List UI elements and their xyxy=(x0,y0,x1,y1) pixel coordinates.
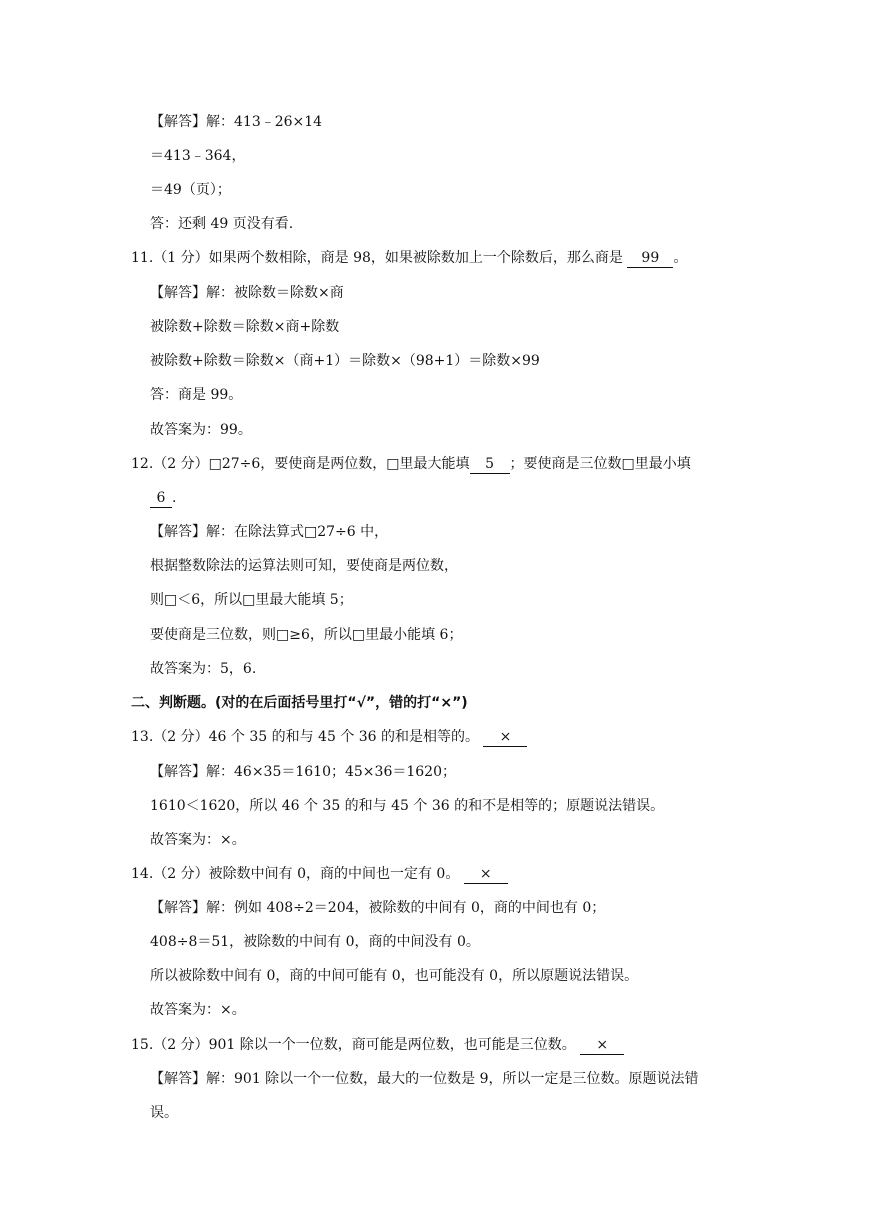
question-12 xyxy=(131,454,691,474)
answer-line: 【解答】解：413﹣26×14 xyxy=(150,114,323,130)
question-13 xyxy=(131,727,527,747)
answer-line: 【解答】解：例如 408÷2＝204，被除数的中间有 0，商的中间也有 0； xyxy=(150,900,606,916)
answer-blank: × xyxy=(483,728,527,747)
answer-line: 所以被除数中间有 0，商的中间可能有 0，也可能没有 0，所以原题说法错误。 xyxy=(150,968,639,984)
answer-line: 1610＜1620，所以 46 个 35 的和与 45 个 36 的和不是相等的；原题说法错误。 xyxy=(150,798,665,814)
answer-line: 【解答】解：在除法算式□27÷6 中， xyxy=(150,524,389,540)
answer-line: 要使商是三位数，则□≥6，所以□里最小能填 6； xyxy=(150,627,463,643)
answer-line: 故答案为：×。 xyxy=(150,1002,246,1018)
answer-line: 故答案为：99。 xyxy=(150,422,252,438)
question-text: 14.（2 分）被除数中间有 0，商的中间也一定有 0。 xyxy=(131,866,464,882)
question-text: 12.（2 分）□27÷6，要使商是两位数，□里最大能填 xyxy=(131,456,470,472)
answer-line: 【解答】解：被除数＝除数×商 xyxy=(150,285,344,301)
question-end: 。 xyxy=(673,250,688,266)
answer-line: 答：还剩 49 页没有看. xyxy=(150,216,294,232)
answer-line: 被除数+除数＝除数×商+除数 xyxy=(150,319,340,335)
answer-line: 答：商是 99。 xyxy=(150,387,243,403)
answer-line: 【解答】解：46×35＝1610；45×36＝1620； xyxy=(150,764,456,780)
question-14 xyxy=(131,864,508,884)
answer-blank: 5 xyxy=(470,455,510,474)
answer-line: ＝49（页）； xyxy=(150,182,231,198)
answer-blank: × xyxy=(464,865,508,884)
answer-line: ＝413﹣364， xyxy=(150,148,246,164)
answer-line: 误。 xyxy=(150,1105,178,1121)
answer-blank: 6 xyxy=(150,489,172,508)
answer-line: 被除数+除数＝除数×（商+1）＝除数×（98+1）＝除数×99 xyxy=(150,353,540,369)
answer-line: 408÷8＝51，被除数的中间有 0，商的中间没有 0。 xyxy=(150,934,480,950)
question-11 xyxy=(131,248,687,268)
question-text: 15.（2 分）901 除以一个一位数，商可能是两位数，也可能是三位数。 xyxy=(131,1037,581,1053)
question-12-continued xyxy=(150,488,176,508)
answer-line: 故答案为：×。 xyxy=(150,832,246,848)
question-text: ；要使商是三位数□里最小填 xyxy=(509,456,691,472)
answer-blank: 99 xyxy=(627,249,673,268)
question-end: . xyxy=(172,490,177,506)
question-15 xyxy=(131,1035,624,1055)
answer-blank: × xyxy=(580,1036,624,1055)
answer-line: 则□＜6，所以□里最大能填 5； xyxy=(150,592,353,608)
section-heading: 二、判断题。(对的在后面括号里打“√”，错的打“×”) xyxy=(131,695,468,711)
question-text: 13.（2 分）46 个 35 的和与 45 个 36 的和是相等的。 xyxy=(131,729,484,745)
answer-line: 故答案为：5，6. xyxy=(150,661,257,677)
question-text: 11.（1 分）如果两个数相除，商是 98，如果被除数加上一个除数后，那么商是 xyxy=(131,250,628,266)
answer-line: 根据整数除法的运算法则可知，要使商是两位数， xyxy=(150,558,458,574)
answer-line: 【解答】解：901 除以一个一位数，最大的一位数是 9，所以一定是三位数。原题说法错 xyxy=(150,1071,699,1087)
